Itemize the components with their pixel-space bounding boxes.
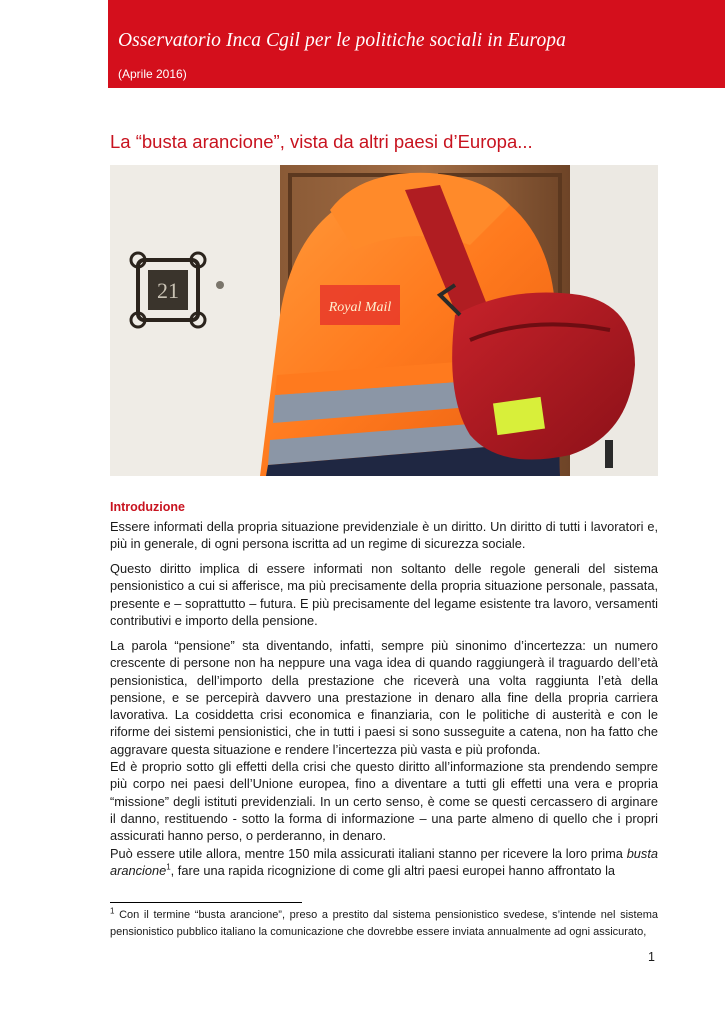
footnote-text: Con il termine “busta arancione”, preso a prestito dal sistema pensionistico svedese, s’intende nel sistema pensionistico pubblico italiano la comunicazione che dovrebbe essere inviata annualmente ad ogni assicurato, [110,909,658,938]
footnote-number: 1 [110,906,115,916]
page-number: 1 [648,950,655,964]
header-date: (Aprile 2016) [118,67,187,81]
paragraph-text: Può essere utile allora, mentre 150 mila assicurati italiani stanno per ricevere la loro prima [110,846,627,861]
paragraph-text: , fare una rapida ricognizione di come gli altri paesi europei hanno affrontato la [170,863,616,879]
italic-term: busta arancione [110,846,658,879]
article-photo [110,165,658,476]
article-title: La “busta arancione”, vista da altri paesi d’Europa... [110,131,533,152]
section-heading: Introduzione [110,500,185,514]
footnote-divider [110,902,302,903]
header-banner [108,0,725,88]
house-number: 21 [157,278,179,303]
paragraph: Essere informati della propria situazione previdenziale è un diritto. Un diritto di tutti i lavoratori e, più in generale, di ogni persona iscritta ad un regime di sicurezza sociale. [110,519,658,552]
footnote [110,907,658,941]
paragraph-last [110,845,658,880]
paragraph: Ed è proprio sotto gli effetti della crisi che questo diritto all’informazione sta prendendo sempre più corpo nei paesi dell’Unione europea, fino a diventare a tutti gli effetti una vera e propria “missione” degli istituti previdenziali. In un certo senso, è come se questi cercassero di arginare il danno, restituendo - sotto la forma di informazione – una parte almeno di quello che i propri assicurati hanno perso, o perderanno, in denaro. [110,759,658,844]
footnote-reference[interactable]: 1 [166,863,171,873]
jacket-logo-text: Royal Mail [328,300,392,315]
paragraph: La parola “pensione” sta diventando, infatti, sempre più sinonimo d’incertezza: un numero crescente di persone non ha neppure una vaga idea di quando raggiungerà il traguardo dell’età pensionistica, dell’importo della prestazione che riceverà una volta raggiunta l’età della pensione, e se percepirà davvero una prestazione in denaro alla fine della propria carriera lavorativa. La cosiddetta crisi economica e finanziaria, con le politiche di austerità e con le riforme dei sistemi pensionistici, che in tutti i paesi si sono susseguite a catena, non ha fatto che aggravare questa situazione e rendere l’incertezza più vasta e più profonda. [110,638,658,757]
paragraph: Questo diritto implica di essere informati non soltanto delle regole generali del sistema pensionistico a cui si afferisce, ma più precisamente della propria situazione personale, passata, presente e – soprattutto – futura. E più precisamente del legame esistente tra lavoro, versamenti contributivi e importo della pensione. [110,561,658,628]
header-title: Osservatorio Inca Cgil per le politiche sociali in Europa [118,30,567,51]
royal-mail-logo [320,285,400,325]
